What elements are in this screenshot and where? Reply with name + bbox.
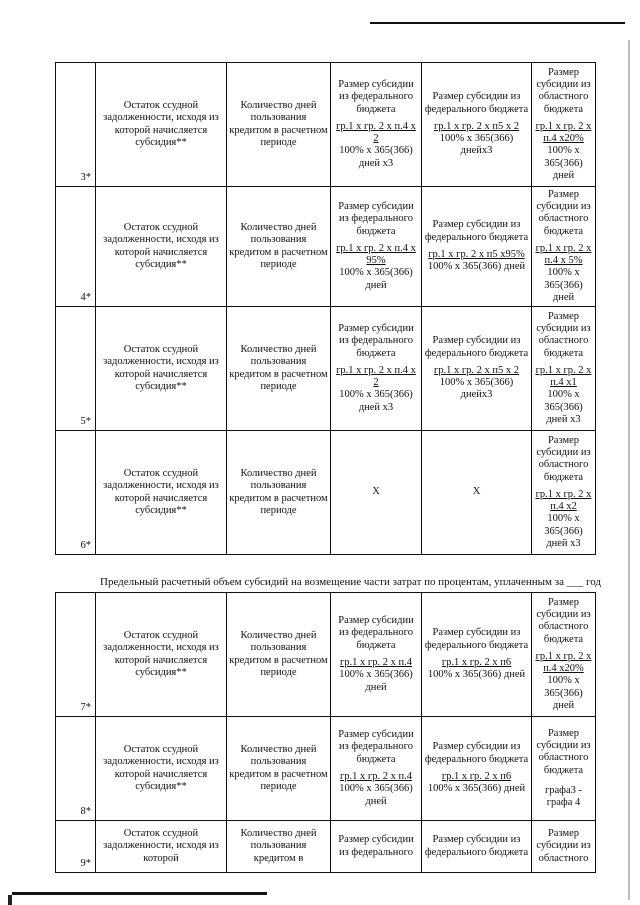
formula-denominator: 100% х 365(366) дней х3 <box>544 389 583 426</box>
formula-numerator: гр.1 х гр. 2 х п.4 х 95% <box>336 242 416 267</box>
table-row <box>56 593 596 717</box>
cell-heading: Размер субсидии из областного бюджета <box>536 434 591 483</box>
footer-rule <box>12 892 267 895</box>
formula-denominator: 100% х 365(366) дней х3 <box>339 145 413 169</box>
formula-denominator: 100% х 365(366) дней <box>339 669 413 693</box>
federal-subsidy-cell <box>331 593 422 717</box>
table-row <box>56 187 596 307</box>
formula-denominator: 100% х 365(366) дней х3 <box>544 513 583 550</box>
table-body <box>56 593 596 873</box>
regional-subsidy-cell <box>532 63 596 187</box>
federal-subsidy-cell-2 <box>422 307 532 431</box>
federal-subsidy-cell <box>331 717 422 821</box>
formula-numerator: гр.1 х гр. 2 х п.4 х 5% <box>535 242 592 267</box>
cell-heading: Размер субсидии из федерального бюджета <box>424 627 529 651</box>
formula-denominator: 100% х 365(366) днейх3 <box>439 133 514 157</box>
loan-balance-cell: Остаток ссудной задолженности, исходя из которой начисляется субсидия** <box>96 63 227 187</box>
cell-heading: Размер субсидии из областного бюджета <box>536 727 591 776</box>
formula-numerator: гр.1 х гр. 2 х п5 х 2 <box>433 120 520 132</box>
cell-heading: Размер субсидии из федерального бюджета <box>338 729 414 765</box>
formula-denominator: 100% х 365(366) дней <box>544 675 583 712</box>
formula-denominator: 100% х 365(366) дней <box>427 669 526 681</box>
formula-numerator: гр.1 х гр. 2 х п.4 х 2 <box>336 364 416 389</box>
subsidy-table-1 <box>55 62 596 555</box>
days-cell: Количество дней пользования кредитом в расчетном периоде <box>227 431 331 555</box>
cell-heading: Размер субсидии из федерального бюджета <box>424 219 529 243</box>
days-cell: Количество дней пользования кредитом в расчетном периоде <box>227 717 331 821</box>
table-body <box>56 63 596 555</box>
row-number: 5* <box>56 307 96 431</box>
table-row <box>56 717 596 821</box>
table-row <box>56 63 596 187</box>
section-title: Предельный расчетный объем субсидий на возмещение части затрат по процентам, уплаченным за ___ год <box>100 576 601 588</box>
cell-heading: Размер субсидии из федерального бюджета <box>338 322 414 359</box>
federal-subsidy-cell <box>331 307 422 431</box>
formula-denominator: 100% х 365(366) дней <box>544 267 583 304</box>
loan-balance-cell: Остаток ссудной задолженности, исходя из которой начисляется субсидия** <box>96 431 227 555</box>
formula-denominator: 100% х 365(366) дней <box>427 261 526 273</box>
regional-subsidy-cell <box>532 717 596 821</box>
federal-subsidy-cell <box>331 821 422 873</box>
formula-numerator: гр.1 х гр. 2 х п6 <box>441 657 512 668</box>
table-row <box>56 431 596 555</box>
row-number: 9* <box>56 821 96 873</box>
subsidy-table-2 <box>55 592 596 873</box>
formula-numerator: гр.1 х гр. 2 х п.4 х 2 <box>336 120 416 145</box>
formula-numerator: гр.1 х гр. 2 х п.4 х20% <box>535 650 592 675</box>
regional-subsidy-cell <box>532 821 596 873</box>
federal-subsidy-cell <box>331 187 422 307</box>
cell-heading: Х <box>372 486 380 498</box>
federal-subsidy-cell-2 <box>422 717 532 821</box>
formula-denominator: графа3 - графа 4 <box>544 784 583 809</box>
regional-subsidy-cell <box>532 187 596 307</box>
federal-subsidy-cell <box>331 63 422 187</box>
cell-heading: Размер субсидии из федерального бюджета <box>424 91 529 115</box>
cell-heading: Размер субсидии из федерального бюджета <box>424 335 529 359</box>
formula-denominator: 100% х 365(366) дней <box>339 267 413 291</box>
row-number: 6* <box>56 431 96 555</box>
cell-heading: Размер субсидии из федерального бюджета <box>338 615 414 651</box>
days-cell: Количество дней пользования кредитом в расчетном периоде <box>227 593 331 717</box>
formula-numerator: гр.1 х гр. 2 х п5 х95% <box>428 249 525 260</box>
cell-heading: Размер субсидии из федерального бюджета <box>338 78 414 115</box>
federal-subsidy-cell-2 <box>422 431 532 555</box>
formula-numerator: гр.1 х гр. 2 х п.4 х2 <box>535 488 592 513</box>
scan-edge-mark <box>8 895 12 905</box>
row-number: 8* <box>56 717 96 821</box>
cell-heading: Размер субсидии из федерального бюджета <box>338 200 414 237</box>
federal-subsidy-cell-2 <box>422 187 532 307</box>
row-number: 4* <box>56 187 96 307</box>
formula-denominator: 100% х 365(366) днейх3 <box>439 377 514 401</box>
formula-numerator: гр.1 х гр. 2 х п.4 <box>340 771 412 782</box>
header-rule <box>370 22 625 24</box>
cell-heading: Размер субсидии из областного бюджета <box>536 188 591 237</box>
days-cell: Количество дней пользования кредитом в <box>227 821 331 873</box>
cell-heading: Размер субсидии из областного бюджета <box>536 310 591 359</box>
loan-balance-cell: Остаток ссудной задолженности, исходя из которой начисляется субсидия** <box>96 593 227 717</box>
formula-denominator: 100% х 365(366) дней <box>544 145 583 182</box>
formula-numerator: гр.1 х гр. 2 х п.4 <box>340 657 412 668</box>
regional-subsidy-cell <box>532 431 596 555</box>
formula-numerator: гр.1 х гр. 2 х п.4 х20% <box>535 120 592 145</box>
cell-heading: Размер субсидии из федерального <box>338 834 414 858</box>
federal-subsidy-cell <box>331 431 422 555</box>
cell-heading: Размер субсидии из областного бюджета <box>536 596 591 645</box>
loan-balance-cell: Остаток ссудной задолженности, исходя из которой начисляется субсидия** <box>96 187 227 307</box>
cell-heading: Х <box>472 486 481 498</box>
formula-denominator: 100% х 365(366) дней х3 <box>339 389 413 413</box>
loan-balance-cell: Остаток ссудной задолженности, исходя из которой начисляется субсидия** <box>96 307 227 431</box>
days-cell: Количество дней пользования кредитом в расчетном периоде <box>227 307 331 431</box>
loan-balance-cell: Остаток ссудной задолженности, исходя из которой начисляется субсидия** <box>96 717 227 821</box>
cell-heading: Размер субсидии из федерального бюджета <box>424 834 529 858</box>
table-row <box>56 307 596 431</box>
days-cell: Количество дней пользования кредитом в расчетном периоде <box>227 63 331 187</box>
regional-subsidy-cell <box>532 307 596 431</box>
formula-denominator: 100% х 365(366) дней <box>339 783 413 807</box>
scan-edge <box>628 40 630 900</box>
cell-heading: Размер субсидии из федерального бюджета <box>424 741 529 765</box>
cell-heading: Размер субсидии из областного бюджета <box>536 66 591 115</box>
federal-subsidy-cell-2 <box>422 821 532 873</box>
federal-subsidy-cell-2 <box>422 593 532 717</box>
row-number: 3* <box>56 63 96 187</box>
table-row <box>56 821 596 873</box>
row-number: 7* <box>56 593 96 717</box>
formula-denominator: 100% х 365(366) дней <box>427 783 526 795</box>
cell-heading: Размер субсидии из областного <box>536 828 591 864</box>
formula-numerator: гр.1 х гр. 2 х п5 х 2 <box>433 364 520 376</box>
regional-subsidy-cell <box>532 593 596 717</box>
federal-subsidy-cell-2 <box>422 63 532 187</box>
days-cell: Количество дней пользования кредитом в расчетном периоде <box>227 187 331 307</box>
formula-numerator: гр.1 х гр. 2 х п6 <box>441 771 512 782</box>
formula-numerator: гр.1 х гр. 2 х п.4 х1 <box>535 364 592 389</box>
loan-balance-cell: Остаток ссудной задолженности, исходя из которой <box>96 821 227 873</box>
